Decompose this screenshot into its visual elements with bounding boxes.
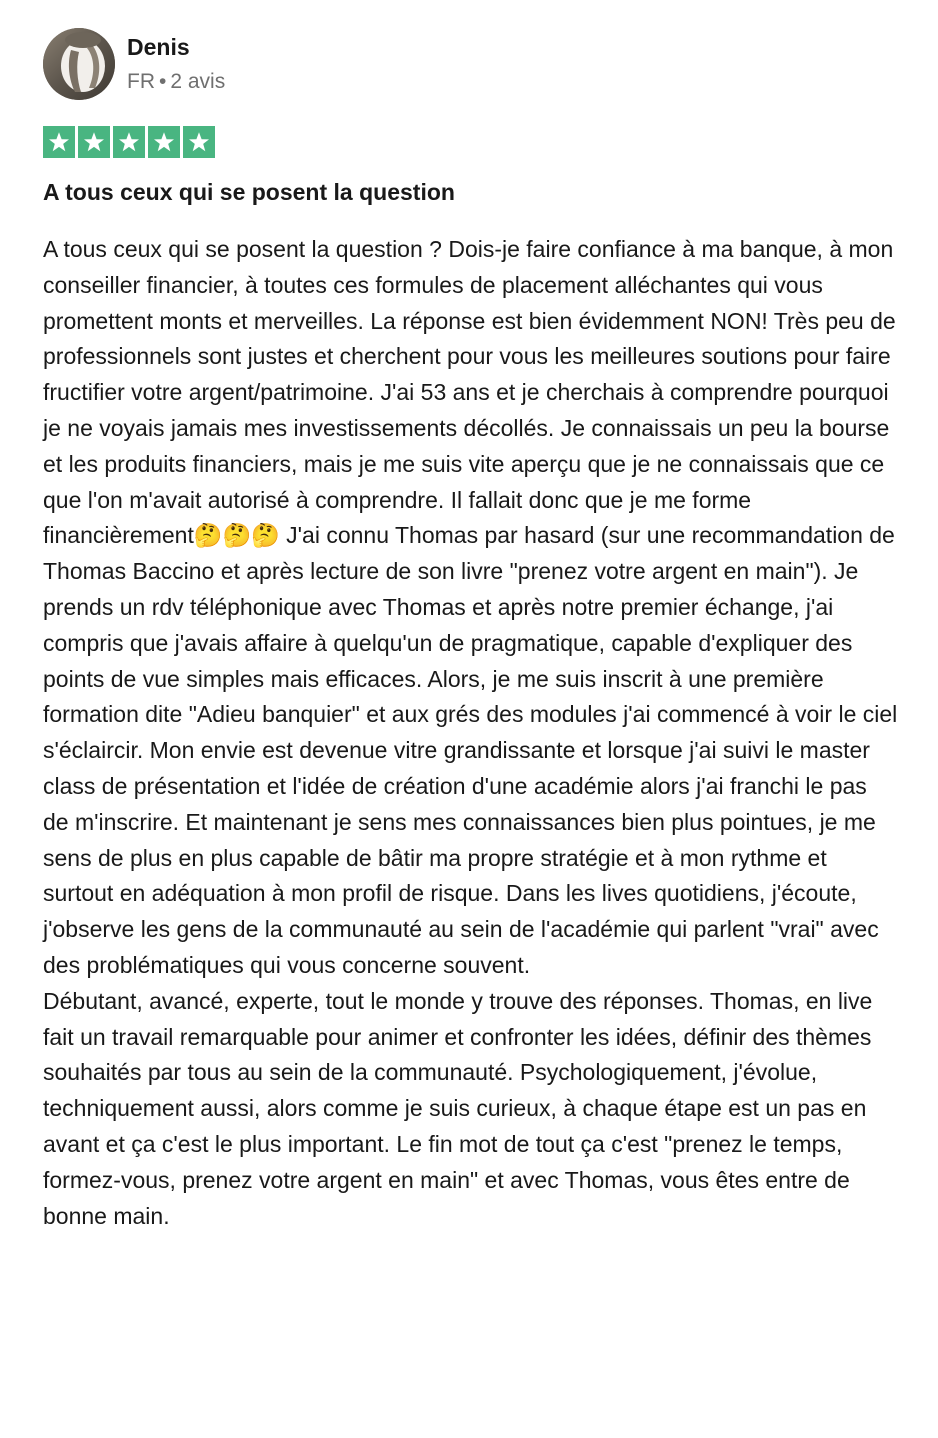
reviewer-header [43,28,225,100]
reviewer-country: FR [127,70,155,93]
reviewer-meta [127,67,225,97]
star-icon [148,126,180,158]
star-icon [183,126,215,158]
reviewer-name[interactable]: Denis [127,34,190,60]
avatar-image [43,28,115,100]
star-icon [43,126,75,158]
review-count: 2 avis [170,70,226,93]
review-title: A tous ceux qui se posent la question [43,179,455,205]
avatar[interactable] [43,28,115,100]
review-body: A tous ceux qui se posent la question ? Dois-je faire confiance à ma banque, à mon conseiller financier, à toutes ces formules de placement alléchantes qui vous promettent monts et merveilles. La réponse est bien évidemment NON! Très peu de professionnels sont justes et cherchent pour vous les meilleures soutions pour faire fructifier votre argent/patrimoine. J'ai 53 ans et je cherchais à comprendre pourquoi je ne voyais jamais mes investissements décollés. Je connaissais un peu la bourse et les produits financiers, mais je me suis vite aperçu que je ne connaissais que ce que l'on m'avait autorisé à comprendre. Il fallait donc que je me forme financièrement🤔🤔🤔 J'ai connu Thomas par hasard (sur une recommandation de Thomas Baccino et après lecture de son livre "prenez votre argent en main"). Je prends un rdv téléphonique avec Thomas et après notre premier échange, j'ai compris que j'avais affaire à quelqu'un de pragmatique, capable d'expliquer des points de vue simples mais efficaces. Alors, je me suis inscrit à une première formation dite "Adieu banquier" et aux grés des modules j'ai commencé à voir le ciel s'éclaircir. Mon envie est devenue vitre grandissante et lorsque j'ai suivi le master class de présentation et l'idée de création d'une académie alors j'ai franchi le pas de m'inscrire. Et maintenant je sens mes connaissances bien plus pointues, je me sens de plus en plus capable de bâtir ma propre stratégie et à mon rythme et surtout en adéquation à mon profil de risque. Dans les lives quotidiens, j'écoute, j'observe les gens de la communauté au sein de l'académie qui parlent "vrai" avec des problématiques qui vous concerne souvent. Débutant, avancé, experte, tout le monde y trouve des réponses. Thomas, en live fait un travail remarquable pour animer et confronter les idées, définir des thèmes souhaités par tous au sein de la communauté. Psychologiquement, j'évolue, techniquement aussi, alors comme je suis curieux, à chaque étape est un pas en avant et ça c'est le plus important. Le fin mot de tout ça c'est "prenez le temps, formez-vous, prenez votre argent en main" et avec Thomas, vous êtes entre de bonne main. [43,236,898,1229]
star-rating [43,126,215,158]
meta-separator: • [159,70,167,93]
star-icon [78,126,110,158]
reviewer-info [127,31,225,97]
star-icon [113,126,145,158]
